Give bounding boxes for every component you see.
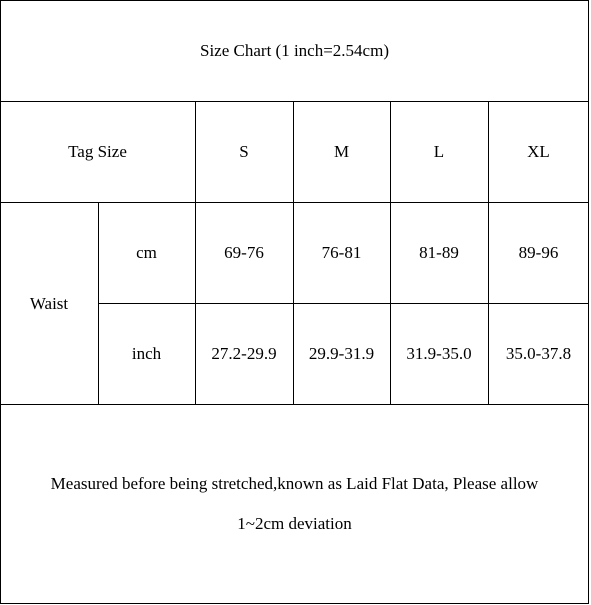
table-cell: 69-76 (224, 243, 264, 262)
table-cell: 29.9-31.9 (308, 344, 375, 363)
size-header-l: L (433, 142, 445, 161)
unit-label-cm: cm (136, 243, 157, 262)
table-cell: 31.9-35.0 (406, 344, 472, 363)
unit-label-inch: inch (131, 344, 162, 363)
table-cell: 89-96 (518, 243, 559, 262)
measure-label-waist: Waist (29, 293, 69, 313)
size-header-m: M (333, 142, 350, 161)
table-cell: 81-89 (419, 243, 459, 262)
chart-title: Size Chart (1 inch=2.54cm) (200, 41, 389, 60)
table-cell: 27.2-29.9 (211, 344, 277, 363)
measurement-note-line-1: Measured before being stretched,known as Laid Flat Data, Please allow (50, 474, 539, 493)
size-header-xl: XL (527, 142, 550, 161)
size-header-s: S (239, 142, 249, 161)
measurement-note-line-2: 1~2cm deviation (237, 514, 352, 533)
table-cell: 76-81 (321, 243, 362, 262)
row-divider (0, 404, 589, 405)
table-cell: 35.0-37.8 (505, 344, 572, 363)
tag-size-label: Tag Size (68, 142, 127, 161)
